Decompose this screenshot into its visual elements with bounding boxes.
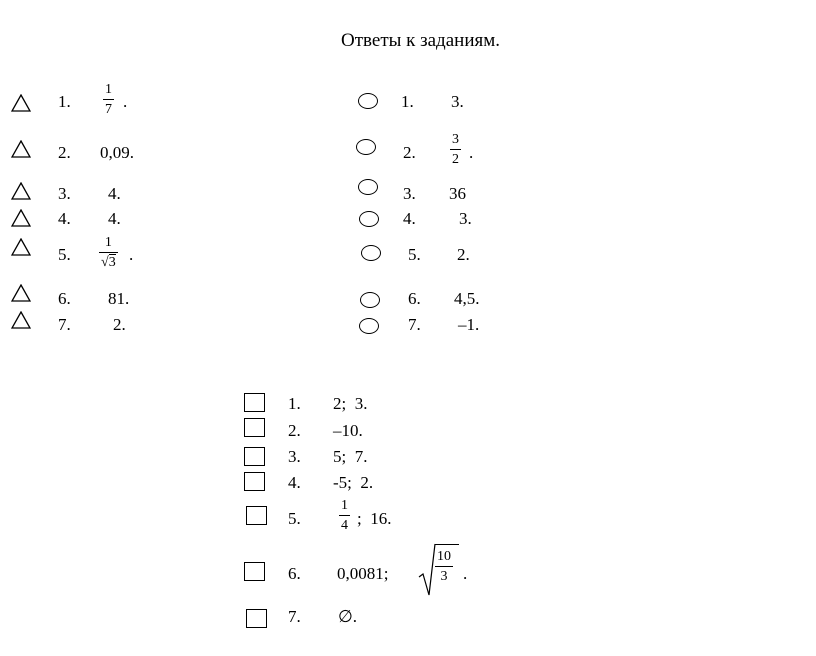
square-item-4-number: 4. bbox=[288, 473, 301, 492]
square-icon bbox=[244, 472, 265, 491]
square-icon bbox=[246, 506, 267, 525]
circle-item-3-value: 36 bbox=[449, 184, 466, 203]
circle-icon bbox=[358, 179, 378, 195]
circle-item-3-number: 3. bbox=[403, 184, 416, 203]
triangle-icon bbox=[11, 209, 31, 227]
circle-item-1-number: 1. bbox=[401, 92, 414, 111]
page-title: Ответы к заданиям. bbox=[341, 30, 501, 51]
circle-item-4-value: 3. bbox=[459, 209, 472, 228]
triangle-item-4-value: 4. bbox=[108, 209, 121, 228]
square-icon bbox=[244, 562, 265, 581]
circle-item-2-suffix: . bbox=[469, 143, 474, 162]
circle-item-5-value: 2. bbox=[457, 245, 470, 264]
square-item-2-value: –10. bbox=[333, 421, 363, 440]
square-icon bbox=[244, 393, 265, 412]
triangle-icon bbox=[11, 311, 31, 329]
square-item-5-fraction bbox=[339, 499, 350, 533]
triangle-item-5-suffix: . bbox=[129, 245, 134, 264]
circle-icon bbox=[358, 93, 378, 109]
square-item-7-number: 7. bbox=[288, 607, 301, 626]
square-item-6-suffix: . bbox=[463, 564, 468, 583]
circle-item-4-number: 4. bbox=[403, 209, 416, 228]
square-item-7-value: ∅. bbox=[338, 607, 358, 626]
circle-item-1-value: 3. bbox=[451, 92, 464, 111]
triangle-item-5-fraction bbox=[99, 236, 118, 270]
triangle-item-6-number: 6. bbox=[58, 289, 71, 308]
circle-icon bbox=[359, 318, 379, 334]
square-icon bbox=[244, 418, 265, 437]
fraction-numerator: 1 bbox=[105, 82, 112, 97]
circle-item-6-number: 6. bbox=[408, 289, 421, 308]
fraction-denominator: 2 bbox=[452, 152, 459, 167]
fraction-denominator: √3 bbox=[101, 255, 116, 270]
square-item-2-number: 2. bbox=[288, 421, 301, 440]
triangle-item-4-number: 4. bbox=[58, 209, 71, 228]
square-icon bbox=[246, 609, 267, 628]
square-item-6-fraction bbox=[435, 550, 453, 584]
triangle-item-6-value: 81. bbox=[108, 289, 130, 308]
sqrt-icon: √ bbox=[101, 255, 109, 270]
sqrt-icon bbox=[418, 543, 436, 597]
fraction-numerator: 10 bbox=[437, 549, 451, 564]
square-item-5-number: 5. bbox=[288, 509, 301, 528]
triangle-icon bbox=[11, 238, 31, 256]
fraction-denominator: 4 bbox=[341, 518, 348, 533]
fraction-numerator: 1 bbox=[104, 235, 112, 250]
circle-icon bbox=[360, 292, 380, 308]
circle-icon bbox=[359, 211, 379, 227]
square-icon bbox=[244, 447, 265, 466]
triangle-item-1-fraction bbox=[103, 83, 114, 117]
circle-item-2-fraction bbox=[450, 133, 461, 167]
square-item-4-value: -5; 2. bbox=[333, 473, 374, 492]
square-item-6-number: 6. bbox=[288, 564, 301, 583]
triangle-icon bbox=[11, 140, 31, 158]
triangle-item-7-value: 2. bbox=[113, 315, 126, 334]
fraction-denominator: 7 bbox=[105, 102, 112, 117]
circle-item-7-number: 7. bbox=[408, 315, 421, 334]
triangle-item-2-value: 0,09. bbox=[100, 143, 134, 162]
triangle-item-3-value: 4. bbox=[108, 184, 121, 203]
fraction-numerator: 1 bbox=[341, 498, 348, 513]
circle-item-6-value: 4,5. bbox=[454, 289, 480, 308]
circle-item-7-value: –1. bbox=[458, 315, 480, 334]
circle-item-5-number: 5. bbox=[408, 245, 421, 264]
square-item-5-suffix: ; 16. bbox=[357, 509, 392, 528]
circle-icon bbox=[361, 245, 381, 261]
square-item-3-value: 5; 7. bbox=[333, 447, 368, 466]
triangle-item-2-number: 2. bbox=[58, 143, 71, 162]
square-item-6-value: 0,0081; bbox=[337, 564, 389, 583]
square-item-1-value: 2; 3. bbox=[333, 394, 368, 413]
fraction-denominator: 3 bbox=[440, 569, 448, 584]
triangle-icon bbox=[11, 284, 31, 302]
triangle-icon bbox=[11, 182, 31, 200]
triangle-item-3-number: 3. bbox=[58, 184, 71, 203]
triangle-item-7-number: 7. bbox=[58, 315, 71, 334]
square-item-3-number: 3. bbox=[288, 447, 301, 466]
fraction-numerator: 3 bbox=[452, 132, 459, 147]
square-item-1-number: 1. bbox=[288, 394, 301, 413]
triangle-item-5-number: 5. bbox=[58, 245, 71, 264]
triangle-item-1-number: 1. bbox=[58, 92, 71, 111]
circle-item-2-number: 2. bbox=[403, 143, 416, 162]
triangle-item-1-suffix: . bbox=[123, 92, 128, 111]
triangle-icon bbox=[11, 94, 31, 112]
circle-icon bbox=[356, 139, 376, 155]
